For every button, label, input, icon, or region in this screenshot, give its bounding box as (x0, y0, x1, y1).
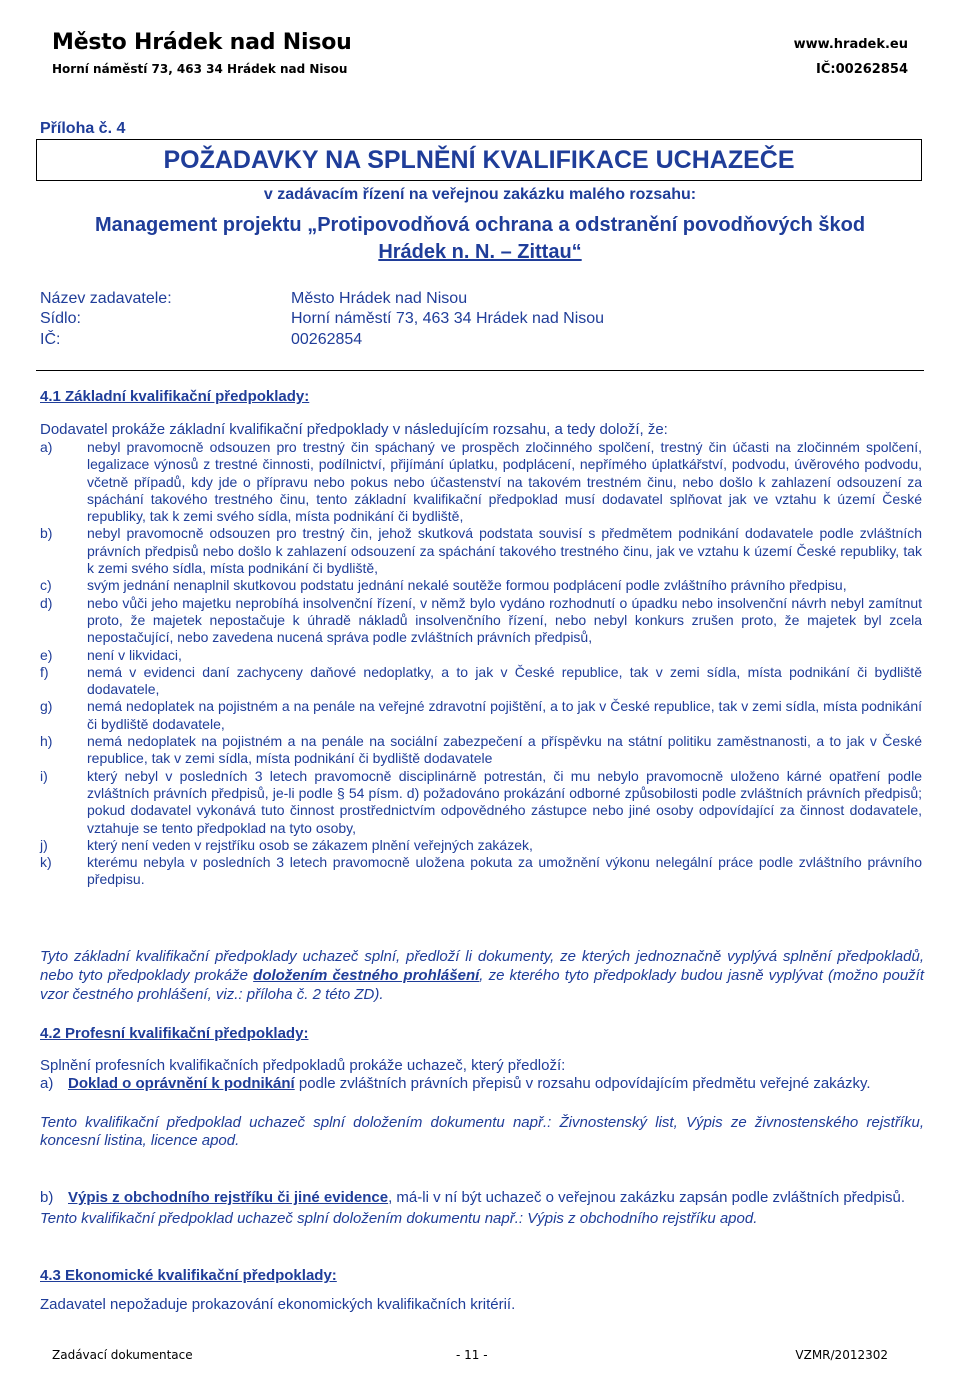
list-item-text: který nebyl v posledních 3 letech pravomocně disciplinárně potrestán, či mu nebylo pravomocně uloženo kárné opatření podle zvláštních právních předpisů, je-li podle § 54 písm. d) požadováno prokázání odborné způsobilosti podle zvláštních právních předpisů; pokud dodavatel vykonává tuto činnost prostřednictvím odpovědného zástupce nebo jiné osoby odpovídající za činnost dodavatele, vztahuje se tento předpoklad na tyto osoby, (87, 767, 922, 836)
section-4-1-closing: Tyto základní kvalifikační předpoklady uchazeč splní, předloží li dokumenty, ze kterých jednoznačně vyplývá splnění předpokladů, nebo tyto předpoklady prokáže doložením čestného prohlášení, ze kterého tyto předpoklady budou jasně vyplývat (možno použít vzor čestného prohlášení, viz.: příloha č. 2 této ZD). (40, 948, 924, 1003)
footer-left: Zadávací dokumentace (52, 1348, 193, 1362)
authority-ic-row (40, 331, 363, 349)
list-item (40, 439, 922, 525)
footer-reference: VZMR/2012302 (795, 1348, 888, 1362)
document-title: POŽADAVKY NA SPLNĚNÍ KVALIFIKACE UCHAZEČE (36, 139, 922, 181)
section-4-2-item-a-note: Tento kvalifikační předpoklad uchazeč splní doložením dokumentu např.: Živnostenský list, Výpis ze živnostenského rejstříku, koncesní listina, licence apod. (40, 1114, 924, 1149)
list-item-text: nemá v evidenci daní zachyceny daňové nedoplatky, a to jak v České republice, tak v zemi sídla, místa podnikání či bydliště dodavatele, (87, 663, 922, 698)
list-item (40, 733, 922, 768)
section-4-2-item-b-note: Tento kvalifikační předpoklad uchazeč splní doložením dokumentu např.: Výpis z obchodního rejstříku apod. (40, 1210, 758, 1227)
list-item-text: nebyl pravomocně odsouzen pro trestný čin spáchaný ve prospěch zločinného spolčení, trestný čin účasti na zločinném spolčení, legalizace výnosů z trestné činnosti, podílnictví, přijímání úplatku, podplácení, nepřímého úplatkářství, podvodu, úvěrového podvodu, včetně případů, kdy jde o přípravu nebo pokus nebo účastenství na takovém trestném činu, nebo došlo k zahlazení odsouzení za spáchání takového trestného činu, tento základní kvalifikační předpoklad musí dodavatel splňovat jak ve vztahu k území České republiky, tak k zemi svého sídla, místa podnikání či bydliště, (87, 439, 922, 525)
section-4-2-item-a: a) Doklad o oprávnění k podnikání podle zvláštních právních přepisů v rozsahu odpovídajícím předmětu veřejné zakázky. (40, 1075, 871, 1092)
list-item-text: nebyl pravomocně odsouzen pro trestný čin, jehož skutková podstata souvisí s předmětem podnikání dodavatele podle zvláštních právních předpisů nebo došlo k zahlazení odsouzení za spáchání takového trestného činu, jak ve vztahu k území České republiky, tak k zemi svého sídla, místa podnikání či bydliště, (87, 525, 922, 577)
list-item (40, 698, 922, 733)
list-item (40, 768, 922, 837)
section-4-3-heading: 4.3 Ekonomické kvalifikační předpoklady: (40, 1267, 337, 1284)
list-item (40, 664, 922, 699)
list-item-text: není v likvidaci, (87, 646, 182, 663)
list-marker: c) (40, 577, 52, 594)
list-marker: b) (40, 525, 53, 542)
authority-name-label: Název zadavatele: (40, 290, 172, 307)
list-marker: e) (40, 646, 53, 663)
list-marker: i) (40, 767, 48, 784)
list-marker: d) (40, 594, 53, 611)
section-4-1-intro: Dodavatel prokáže základní kvalifikační předpoklady v následujícím rozsahu, a tedy doloží, že: (40, 421, 668, 438)
project-name-line1: Management projektu „Protipovodňová ochrana a odstranění povodňových škod (94, 214, 866, 236)
list-item (40, 647, 922, 664)
list-marker: j) (40, 836, 48, 853)
list-item-text: kterému nebyla v posledních 3 letech pravomocně uložena pokuta za umožnění výkonu nelegální práce podle zvláštního právního předpisu. (87, 854, 922, 888)
project-name-line2: Hrádek n. N. – Zittau“ (378, 241, 582, 263)
authority-seat-row (40, 310, 605, 328)
authority-seat-value: Horní náměstí 73, 463 34 Hrádek nad Nisou (291, 310, 605, 327)
letterhead-title: Město Hrádek nad Nisou (52, 30, 352, 55)
attachment-label: Příloha č. 4 (40, 120, 126, 137)
footer-page-number: - 11 - (456, 1348, 488, 1362)
basic-requirements-list (40, 439, 922, 889)
letterhead (52, 22, 908, 92)
section-4-2-heading: 4.2 Profesní kvalifikační předpoklady: (40, 1025, 309, 1042)
list-item-text: nebo vůči jeho majetku neprobíhá insolvenční řízení, v němž bylo vydáno rozhodnutí o úpadku nebo insolvenční návrh nebyl zamítnut proto, že majetek nepostačuje k úhradě nákladů insolvenčního řízení, nebo nebyl konkurs zrušen proto, že majetek byl zcela nepostačující, nebo zavedena nucená správa podle zvláštních právních předpisů, (87, 594, 922, 646)
list-marker: k) (40, 854, 52, 871)
list-item (40, 577, 922, 594)
list-marker: h) (40, 733, 53, 750)
section-4-2-item-b: b) Výpis z obchodního rejstříku či jiné evidence, má-li v ní být uchazeč o veřejnou zakázku zapsán podle zvláštních předpisů. (40, 1189, 906, 1206)
document-subtitle: v zadávacím řízení na veřejnou zakázku malého rozsahu: (263, 186, 697, 203)
list-item (40, 854, 922, 889)
section-4-3-text: Zadavatel nepožaduje prokazování ekonomických kvalifikačních kritérií. (40, 1296, 516, 1313)
list-item-text: svým jednání nenaplnil skutkovou podstatu jednání nekalé soutěže formou podplácení podle zvláštního právního předpisu, (87, 577, 847, 594)
section-4-2-intro: Splnění profesních kvalifikačních předpokladů prokáže uchazeč, který předloží: (40, 1057, 566, 1074)
authority-name-value: Město Hrádek nad Nisou (291, 290, 468, 307)
authority-seat-label: Sídlo: (40, 310, 81, 327)
authority-ic-value: 00262854 (291, 331, 363, 348)
trade-license-doc: Doklad o oprávnění k podnikání (68, 1075, 295, 1092)
list-item (40, 595, 922, 647)
list-marker: f) (40, 663, 49, 680)
letterhead-website[interactable]: www.hradek.eu (793, 37, 908, 52)
honest-declaration: doložením čestného prohlášení (253, 967, 480, 984)
letterhead-ic: IČ:00262854 (816, 62, 908, 77)
list-marker: a) (40, 439, 53, 455)
list-item-text: nemá nedoplatek na pojistném a na penále na sociální zabezpečení a příspěvku na státní politiku zaměstnanosti, a to jak v České republice, tak v zemi sídla, místa podnikání či bydliště dodavatele (87, 733, 922, 767)
commercial-register-doc: Výpis z obchodního rejstříku či jiné evidence (68, 1189, 389, 1206)
section-4-1-heading: 4.1 Základní kvalifikační předpoklady: (40, 388, 310, 405)
list-item-text: nemá nedoplatek na pojistném a na penále na veřejné zdravotní pojištění, a to jak v České republice, tak v zemi sídla, místa podnikání či bydliště dodavatele, (87, 698, 922, 732)
authority-ic-label: IČ: (40, 331, 61, 348)
list-marker: g) (40, 698, 53, 715)
divider (36, 370, 924, 371)
authority-name-row (40, 290, 468, 308)
letterhead-address: Horní náměstí 73, 463 34 Hrádek nad Nisou (52, 62, 348, 76)
list-item (40, 525, 922, 577)
list-item-text: který není veden v rejstříku osob se zákazem plnění veřejných zakázek, (87, 836, 533, 853)
list-item (40, 837, 922, 854)
